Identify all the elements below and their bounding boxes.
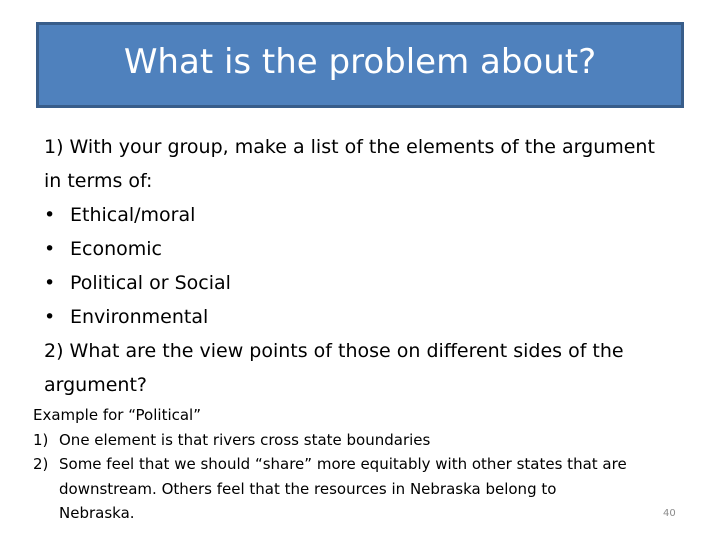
example-heading: Example for “Political”	[33, 406, 201, 424]
question-1-line-2: in terms of:	[44, 170, 153, 192]
bullet-icon: •	[44, 204, 56, 226]
example-item-2-line-1: Some feel that we should “share” more equitably with other states that are	[59, 455, 627, 473]
slide-title-box	[36, 22, 684, 108]
question-2-line-2: argument?	[44, 374, 147, 396]
question-1-line-1: 1) With your group, make a list of the elements of the argument	[44, 136, 655, 158]
example-item-1	[33, 428, 693, 453]
list-item	[44, 300, 684, 334]
list-item	[44, 232, 684, 266]
page-number: 40	[663, 508, 676, 519]
example-item-text: One element is that rivers cross state boundaries	[59, 430, 431, 449]
list-item	[44, 266, 684, 300]
bullet-text-economic: Economic	[70, 238, 162, 260]
main-question-block	[44, 130, 684, 402]
example-item-number: 2)	[33, 455, 49, 473]
example-item-2-line-2: downstream. Others feel that the resources in Nebraska belong to	[59, 479, 557, 498]
example-block	[33, 403, 693, 526]
list-item	[44, 198, 684, 232]
bullet-text-political: Political or Social	[70, 272, 231, 294]
example-item-2	[33, 452, 693, 526]
bullet-text-environmental: Environmental	[70, 306, 209, 328]
example-item-2-line-3: Nebraska.	[59, 504, 135, 522]
slide-title: What is the problem about?	[123, 42, 597, 82]
example-item-number: 1)	[33, 430, 49, 449]
bullet-icon: •	[44, 306, 56, 328]
example-item-text	[59, 452, 693, 526]
bullet-icon: •	[44, 272, 56, 294]
bullet-text-ethical: Ethical/moral	[70, 204, 196, 226]
bullet-icon: •	[44, 238, 56, 260]
question-2-line-1: 2) What are the view points of those on different sides of the	[44, 340, 624, 362]
